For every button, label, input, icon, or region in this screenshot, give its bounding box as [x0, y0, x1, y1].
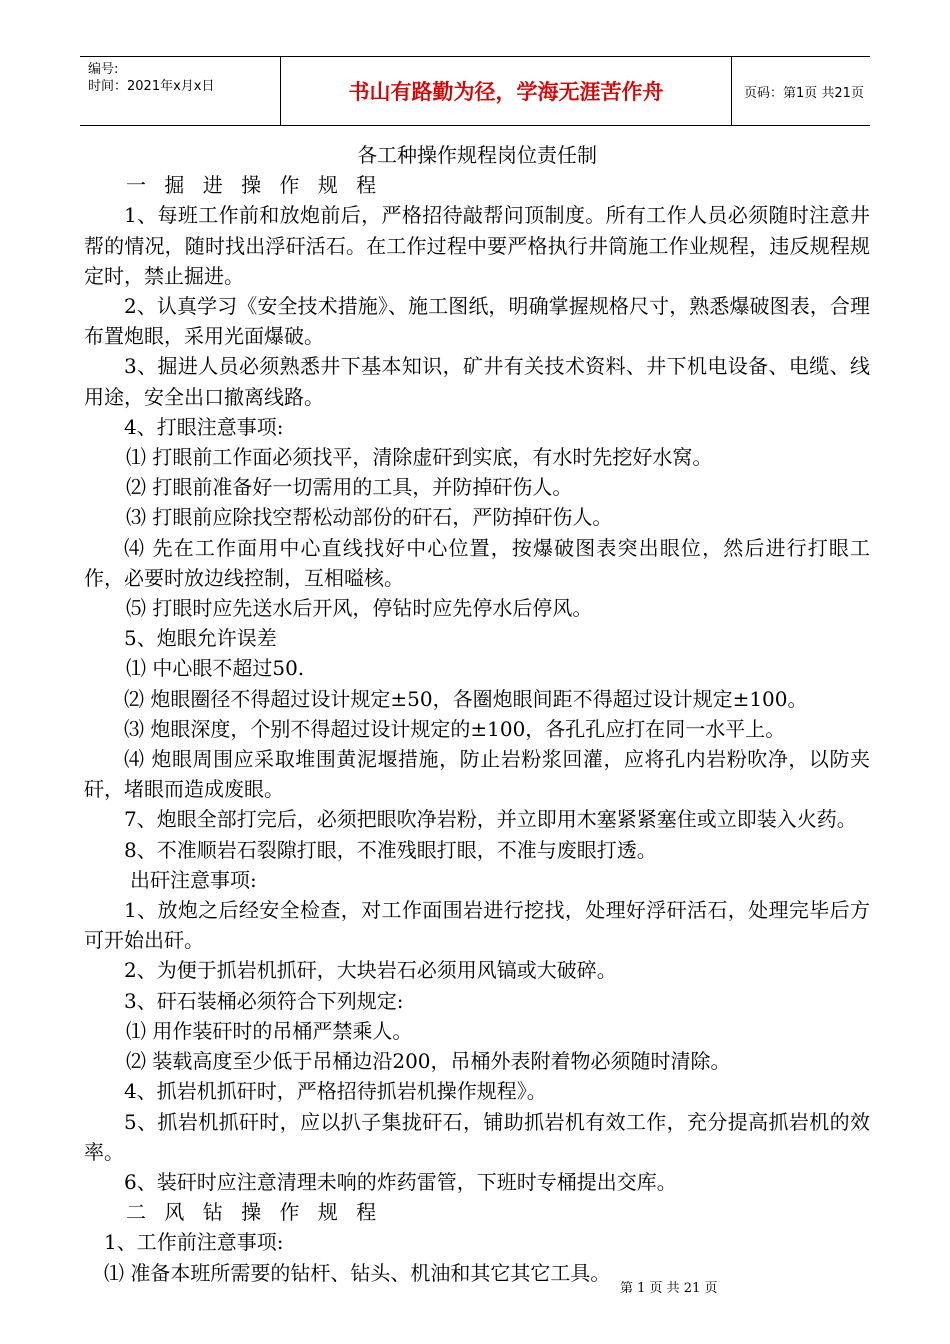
paragraph: 1、放炮之后经安全检查，对工作面围岩进行挖找，处理好浮矸活石，处理完毕后方可开始出矸。	[84, 898, 870, 953]
page-header	[80, 56, 870, 126]
list-item: ⑴ 用作装矸时的吊桶严禁乘人。	[126, 1018, 413, 1043]
paragraph: 3、掘进人员必须熟悉井下基本知识，矿井有关技术资料、井下机电设备、电缆、线用途，安全出口撤离线路。	[84, 354, 870, 409]
sub-heading: 出矸注意事项:	[130, 867, 257, 892]
list-item: ⑴ 中心眼不超过50.	[126, 656, 305, 681]
paragraph: 2、为便于抓岩机抓矸，大块岩石必须用风镐或大破碎。	[124, 958, 617, 983]
document-title: 各工种操作规程岗位责任制	[357, 143, 597, 167]
section-heading-1: 一 掘 进 操 作 规 程	[126, 173, 383, 198]
paragraph: 3、矸石装桶必须符合下列规定:	[124, 988, 404, 1013]
header-motto: 书山有路勤为径，学海无涯苦作舟	[280, 57, 732, 125]
paragraph: 4、抓岩机抓矸时，严格招待抓岩机操作规程》。	[124, 1079, 547, 1104]
list-item: ⑶ 炮眼深度，个别不得超过设计规定的±100，各孔孔应打在同一水平上。	[124, 716, 786, 741]
paragraph: 7、炮眼全部打完后，必须把眼吹净岩粉，并立即用木塞紧紧塞住或立即装入火药。	[124, 807, 857, 832]
paragraph: 8、不准顺岩石裂隙打眼，不准残眼打眼，不准与废眼打透。	[124, 837, 657, 862]
list-item: ⑵ 打眼前准备好一切需用的工具，并防掉矸伤人。	[126, 475, 573, 500]
paragraph: 1、每班工作前和放炮前后，严格招待敲帮问顶制度。所有工作人员必须随时注意井帮的情况，随时找出浮矸活石。在工作过程中要严格执行井筒施工作业规程，违反规程规定时，禁止掘进。	[84, 203, 870, 288]
header-meta	[80, 57, 280, 125]
paragraph: 2、认真学习《安全技术措施》、施工图纸，明确掌握规格尺寸，熟悉爆破图表，合理布置炮眼，采用光面爆破。	[84, 294, 870, 349]
section-heading-2: 二 风 钻 操 作 规 程	[126, 1200, 383, 1225]
list-item: ⑵ 装载高度至少低于吊桶边沿200，吊桶外表附着物必须随时清除。	[126, 1049, 731, 1074]
list-item: ⑷ 先在工作面用中心直线找好中心位置，按爆破图表突出眼位，然后进行打眼工作，必要时放边线控制，互相嗌核。	[84, 535, 870, 590]
paragraph: 6、装矸时应注意清理未响的炸药雷管，下班时专桶提出交库。	[124, 1169, 677, 1194]
paragraph: 5、抓岩机抓矸时，应以扒子集拢矸石，铺助抓岩机有效工作，充分提高抓岩机的效率。	[84, 1109, 870, 1164]
paragraph: 1、工作前注意事项:	[104, 1230, 284, 1255]
list-item: ⑵ 炮眼圈径不得超过设计规定±50，各圈炮眼间距不得超过设计规定±100。	[124, 686, 808, 711]
document-number-label: 编号:	[88, 62, 119, 77]
paragraph: 5、炮眼允许误差	[124, 626, 277, 651]
paragraph: 4、打眼注意事项:	[124, 414, 284, 439]
document-body	[84, 140, 870, 1288]
document-time-label: 时间：2021年x月x日	[88, 79, 215, 94]
page-footer: 第 1 页 共 21 页	[620, 1281, 718, 1296]
list-item: ⑴ 准备本班所需要的钻杆、钻头、机油和其它其它工具。	[104, 1260, 611, 1285]
list-item: ⑶ 打眼前应除找空帮松动部份的矸石，严防掉矸伤人。	[126, 505, 613, 530]
list-item: ⑷ 炮眼周围应采取堆围黄泥堰措施，防止岩粉浆回灌，应将孔内岩粉吹净，以防夹矸，堵眼而造成废眼。	[84, 747, 870, 802]
list-item: ⑴ 打眼前工作面必须找平，清除虚矸到实底，有水时先挖好水窝。	[126, 445, 713, 470]
list-item: ⑸ 打眼时应先送水后开风，停钻时应先停水后停风。	[126, 596, 593, 621]
header-page-label: 页码：第1页 共21页	[744, 85, 864, 101]
